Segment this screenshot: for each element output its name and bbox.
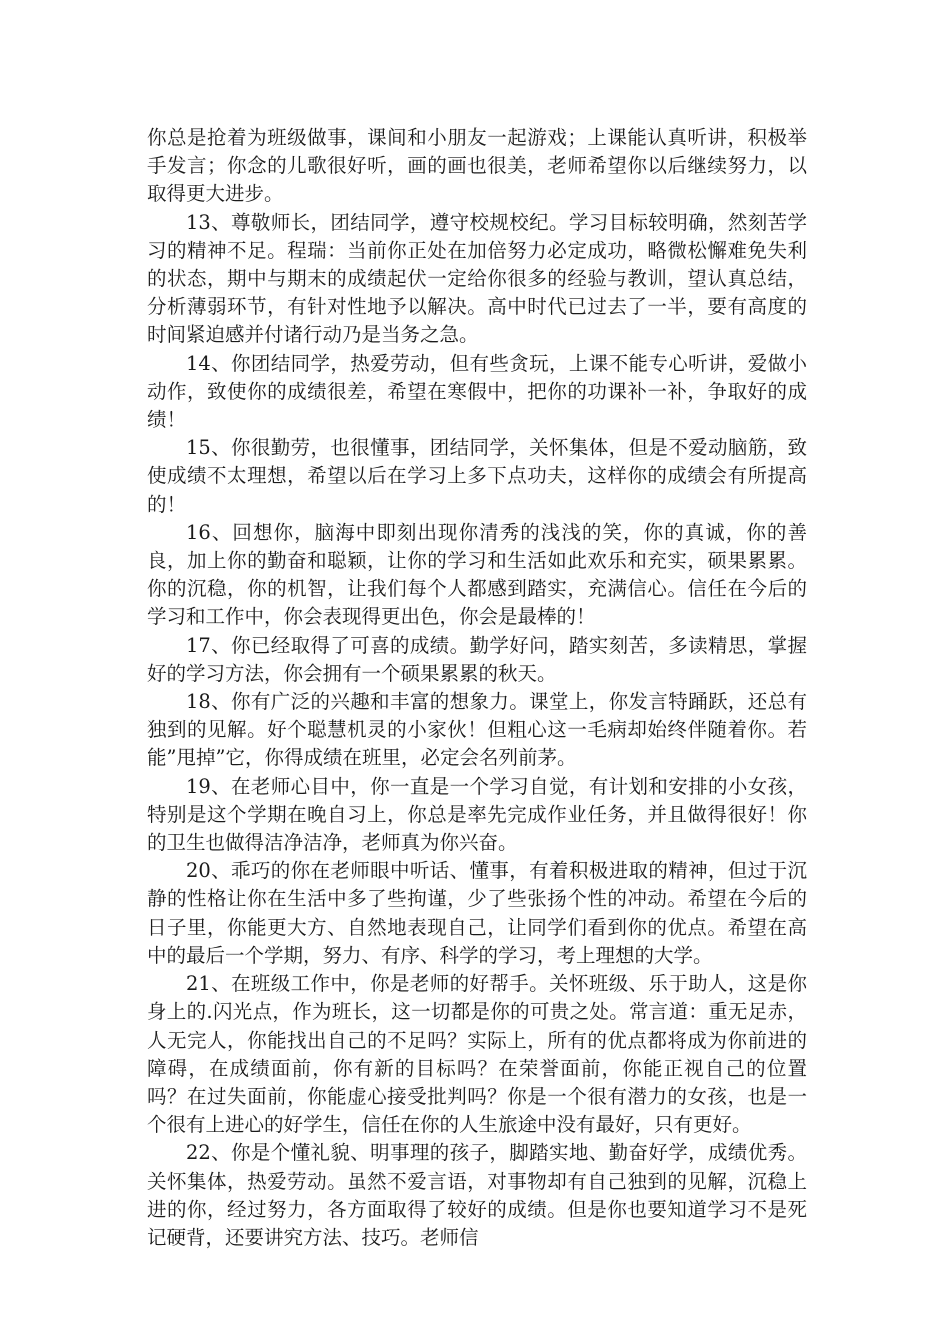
paragraph-item-21: 21、在班级工作中，你是老师的好帮手。关怀班级、乐于助人，这是你身上的.闪光点，作为班长，这一切都是你的可贵之处。常言道：重无足赤，人无完人，你能找出自己的不足吗？实际上，所有的优点都将成为你前进的障碍，在成绩面前，你有新的目标吗？在荣誉面前，你能正视自己的位置吗？在过失面前，你能虚心接受批判吗？你是一个很有潜力的女孩，也是一个很有上进心的好学生，信任在你的人生旅途中没有最好，只有更好。 xyxy=(147,972,807,1137)
paragraph-item-16: 16、回想你，脑海中即刻出现你清秀的浅浅的笑，你的真诚，你的善良，加上你的勤奋和聪颖，让你的学习和生活如此欢乐和充实，硕果累累。你的沉稳，你的机智，让我们每个人都感到踏实，充满信心。信任在今后的学习和工作中，你会表现得更出色，你会是最棒的！ xyxy=(147,520,807,629)
paragraph-item-20: 20、乖巧的你在老师眼中听话、懂事，有着积极进取的精神，但过于沉静的性格让你在生活中多了些拘谨，少了些张扬个性的冲动。希望在今后的日子里，你能更大方、自然地表现自己，让同学们看到你的优点。希望在高中的最后一个学期，努力、有序、科学的学习，考上理想的大学。 xyxy=(147,859,807,967)
paragraph-continuation: 你总是抢着为班级做事，课间和小朋友一起游戏；上课能认真听讲，积极举手发言；你念的儿歌很好听，画的画也很美，老师希望你以后继续努力，以取得更大进步。 xyxy=(147,126,807,206)
paragraph-item-15: 15、你很勤劳，也很懂事，团结同学，关怀集体，但是不爱动脑筋，致使成绩不太理想，希望以后在学习上多下点功夫，这样你的成绩会有所提高的！ xyxy=(147,436,807,516)
paragraph-item-14: 14、你团结同学，热爱劳动，但有些贪玩，上课不能专心听讲，爱做小动作，致使你的成绩很差，希望在寒假中，把你的功课补一补，争取好的成绩！ xyxy=(147,351,807,432)
paragraph-item-22: 22、你是个懂礼貌、明事理的孩子，脚踏实地、勤奋好学，成绩优秀。关怀集体，热爱劳动。虽然不爱言语，对事物却有自己独到的见解，沉稳上进的你，经过努力，各方面取得了较好的成绩。但是你也要知道学习不是死记硬背，还要讲究方法、技巧。老师信 xyxy=(147,1141,807,1249)
paragraph-item-19: 19、在老师心目中，你一直是一个学习自觉，有计划和安排的小女孩，特别是这个学期在晚自习上，你总是率先完成作业任务，并且做得很好！你的卫生也做得洁净洁净，老师真为你兴奋。 xyxy=(147,774,807,855)
paragraph-item-18: 18、你有广泛的兴趣和丰富的想象力。课堂上，你发言特踊跃，还总有独到的见解。好个聪慧机灵的小家伙！但粗心这一毛病却始终伴随着你。若能”甩掉”它，你得成绩在班里，必定会名列前茅。 xyxy=(147,690,807,770)
paragraph-item-13: 13、尊敬师长，团结同学，遵守校规校纪。学习目标较明确，然刻苦学习的精神不足。程瑞：当前你正处在加倍努力必定成功，略微松懈难免失利的状态，期中与期末的成绩起伏一定给你很多的经验与教训，望认真总结，分析薄弱环节，有针对性地予以解决。高中时代已过去了一半，要有高度的时间紧迫感并付诸行动乃是当务之急。 xyxy=(147,210,807,347)
paragraph-item-17: 17、你已经取得了可喜的成绩。勤学好问，踏实刻苦，多读精思，掌握好的学习方法，你会拥有一个硕果累累的秋天。 xyxy=(147,633,807,685)
document-body xyxy=(147,124,807,1252)
